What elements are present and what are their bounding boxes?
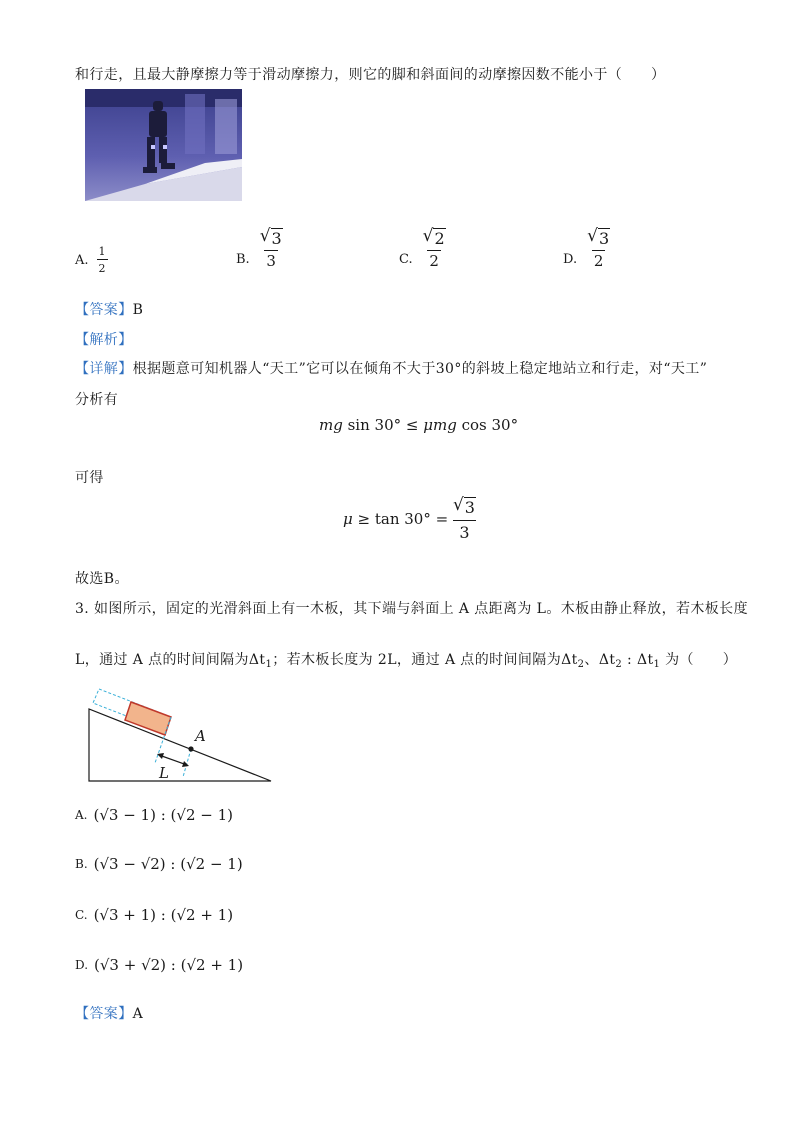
dt2 <box>561 652 584 668</box>
separator: 、 <box>584 652 599 668</box>
formula-inequality <box>319 416 518 434</box>
detail-text: 根据题意可知机器人“天工”它可以在倾角不大于30°的斜坡上稳定地站立和行走，对“天工” <box>132 361 708 377</box>
dt1-subscript: 1 <box>265 659 273 670</box>
formula-mu: μ <box>343 510 353 529</box>
option-expression: (√3 − 1) : (√2 − 1) <box>93 806 233 824</box>
answer-label: 【答案】 <box>75 302 133 318</box>
q3-option-a <box>75 806 233 824</box>
answer-value: B <box>132 302 144 318</box>
radicand: 3 <box>598 229 610 248</box>
q3-option-c <box>75 906 233 924</box>
ratio-subscript: 1 <box>653 659 661 670</box>
option-expression: (√3 − √2) : (√2 − 1) <box>93 855 243 873</box>
ratio-expr <box>599 652 660 668</box>
option-letter: A. <box>75 808 88 822</box>
ratio-subscript: 2 <box>615 659 623 670</box>
q3-stem-line-2 <box>75 649 737 670</box>
stem-text: ；若木板长度为 2L，通过 A 点的时间间隔为 <box>272 652 562 668</box>
fraction-denominator: 2 <box>593 252 604 271</box>
option-letter: D. <box>75 958 89 972</box>
formula-lhs: mg <box>319 416 343 434</box>
formula-cos: cos 30° <box>461 416 519 434</box>
formula-result <box>343 497 476 541</box>
incline-triangle <box>89 709 271 781</box>
option-c <box>399 228 448 269</box>
answer-label: 【答案】 <box>75 1006 133 1022</box>
answer-value: A <box>132 1006 144 1022</box>
question-stem-line: 和行走，且最大静摩擦力等于滑动摩擦力，则它的脚和斜面间的动摩擦因数不能小于（ ） <box>75 67 666 83</box>
fraction-numerator: √ 3 <box>452 495 475 517</box>
arrow-head <box>157 753 164 759</box>
ratio-term: Δt <box>598 652 616 668</box>
radicand: 3 <box>271 229 282 248</box>
q3-stem-line-1: 3. 如图所示，固定的光滑斜面上有一木板，其下端与斜面上 A 点距离为 L。木板由静止释放，若木板长度 <box>75 601 748 617</box>
option-fraction <box>421 228 448 269</box>
formula-relation: ≥ tan 30° = <box>352 510 453 529</box>
formula-mu-term: μmg <box>423 416 457 434</box>
q3-option-d <box>75 956 243 974</box>
option-letter: C. <box>399 252 413 268</box>
fraction-denominator: 2 <box>429 252 439 271</box>
fraction-numerator: √ 3 <box>587 226 610 248</box>
option-fraction <box>97 246 108 274</box>
q3-answer-line <box>75 1003 143 1023</box>
option-d <box>563 228 612 269</box>
ratio-colon: : <box>622 652 637 668</box>
option-letter: A. <box>75 252 89 268</box>
fraction-denominator: 2 <box>97 259 108 274</box>
option-letter: B. <box>236 252 250 268</box>
arrow-head <box>182 761 189 767</box>
fraction-numerator: √ 3 <box>259 226 282 248</box>
conclusion-text: 故选B。 <box>75 571 129 587</box>
option-expression: (√3 + √2) : (√2 + 1) <box>94 956 244 974</box>
incline-diagram <box>85 685 280 790</box>
fraction-numerator: √ 2 <box>422 226 445 248</box>
option-letter: C. <box>75 908 88 922</box>
dt2-subscript: 2 <box>577 659 585 670</box>
stem-text: L，通过 A 点的时间间隔为 <box>75 652 249 668</box>
option-b <box>236 228 285 269</box>
option-expression: (√3 + 1) : (√2 + 1) <box>93 906 234 924</box>
point-a <box>188 746 193 751</box>
can-get-text: 可得 <box>75 470 104 486</box>
formula-fraction <box>453 497 476 541</box>
dt1 <box>249 652 272 668</box>
q3-option-b <box>75 855 243 873</box>
radicand: 3 <box>464 498 475 517</box>
option-letter: D. <box>563 252 578 268</box>
wooden-board <box>125 702 171 735</box>
answer-line <box>75 299 143 319</box>
analysis-label: 【解析】 <box>75 332 133 348</box>
dt1-symbol: Δt <box>248 652 266 668</box>
detail-line <box>75 358 707 378</box>
detail-label: 【详解】 <box>75 361 133 377</box>
dt2-symbol: Δt <box>561 652 578 668</box>
fraction-denominator: 3 <box>453 520 476 541</box>
ratio-term: Δt <box>636 652 654 668</box>
radicand: 2 <box>434 229 445 248</box>
robot-photo-image <box>85 89 242 201</box>
label-a: A <box>195 727 206 745</box>
label-l: L <box>159 764 169 782</box>
option-fraction <box>585 228 612 269</box>
fraction-denominator: 3 <box>266 252 276 271</box>
stem-text: 为（ ） <box>660 652 738 668</box>
formula-relation: ≤ <box>401 416 424 434</box>
robot-photo <box>85 89 242 201</box>
option-fraction <box>258 228 285 269</box>
formula-sin: sin 30° <box>347 416 402 434</box>
option-letter: B. <box>75 857 88 871</box>
detail-line-2: 分析有 <box>75 392 119 408</box>
fraction-numerator: 1 <box>98 245 106 258</box>
option-a <box>75 246 108 274</box>
